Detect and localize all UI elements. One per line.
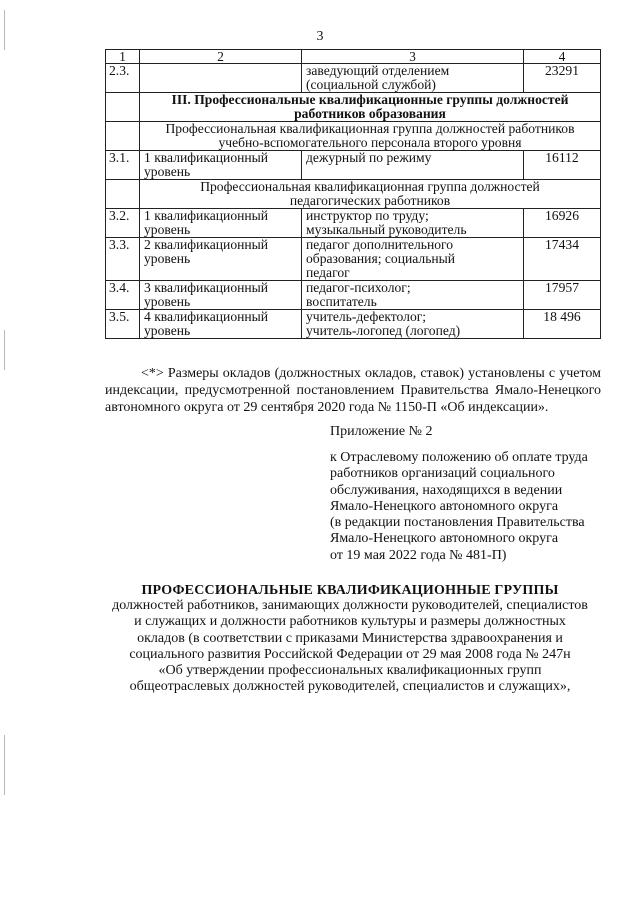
- qualification-level: 1 квалификационный уровень: [140, 209, 302, 238]
- appendix-title: Приложение № 2: [330, 424, 433, 439]
- qualification-level: 4 квалификационный уровень: [140, 310, 302, 339]
- row-number: 2.3.: [106, 64, 140, 93]
- section-title: III. Профессиональные квалификационные группы должностей работников образования: [140, 93, 601, 122]
- row-number: 3.1.: [106, 151, 140, 180]
- salary-value: 17957: [524, 281, 601, 310]
- position-names: заведующий отделением (социальной службой): [302, 64, 524, 93]
- salary-value: 18 496: [524, 310, 601, 339]
- qualification-level: 3 квалификационный уровень: [140, 281, 302, 310]
- table-row: [106, 151, 601, 180]
- salary-table: [105, 49, 601, 339]
- group-header-row: [106, 122, 601, 151]
- group-title: Профессиональная квалификационная группа должностей работников учебно-вспомогательного персонала второго уровня: [140, 122, 601, 151]
- position-names: инструктор по труду; музыкальный руководитель: [302, 209, 524, 238]
- position-names: педагог-психолог; воспитатель: [302, 281, 524, 310]
- qualification-level: [140, 64, 302, 93]
- page-number: 3: [316, 29, 324, 44]
- column-header: 1: [106, 50, 140, 64]
- appendix-reference: к Отраслевому положению об оплате труда работников организаций социального обслуживания, находящихся в ведении Ямало-Ненецкого автономного округа (в редакции постановления Правительства Ямало-Ненецкого автономного округа от 19 мая 2022 года № 481-П): [330, 450, 588, 563]
- salary-value: 16112: [524, 151, 601, 180]
- position-names: дежурный по режиму: [302, 151, 524, 180]
- position-names: учитель-дефектолог; учитель-логопед (логопед): [302, 310, 524, 339]
- scan-margin-mark: [4, 330, 5, 370]
- row-number: 3.3.: [106, 238, 140, 281]
- table-row: [106, 281, 601, 310]
- qualification-level: 1 квалификационный уровень: [140, 151, 302, 180]
- salary-value: 17434: [524, 238, 601, 281]
- group-title: Профессиональная квалификационная группа должностей педагогических работников: [140, 180, 601, 209]
- row-number: 3.2.: [106, 209, 140, 238]
- column-header: 3: [302, 50, 524, 64]
- table-row: [106, 310, 601, 339]
- table-header-row: [106, 50, 601, 64]
- table-row: [106, 64, 601, 93]
- section-header-row: [106, 93, 601, 122]
- salary-value: 16926: [524, 209, 601, 238]
- column-header: 2: [140, 50, 302, 64]
- qualification-level: 2 квалификационный уровень: [140, 238, 302, 281]
- row-number: 3.5.: [106, 310, 140, 339]
- scan-margin-mark: [4, 735, 5, 795]
- column-header: 4: [524, 50, 601, 64]
- footnote: <*> Размеры окладов (должностных окладов, ставок) установлены с учетом индексации, предусмотренной постановлением Правительства Ямало-Ненецкого автономного округа от 29 сентября 2020 года № 1150-П «Об индексации».: [105, 366, 601, 415]
- table-row: [106, 209, 601, 238]
- row-number: 3.4.: [106, 281, 140, 310]
- group-header-row: [106, 180, 601, 209]
- document-title: ПРОФЕССИОНАЛЬНЫЕ КВАЛИФИКАЦИОННЫЕ ГРУППЫ: [141, 583, 559, 598]
- table-row: [106, 238, 601, 281]
- salary-value: 23291: [524, 64, 601, 93]
- position-names: педагог дополнительного образования; социальный педагог: [302, 238, 524, 281]
- document-subtitle: должностей работников, занимающих должности руководителей, специалистов и служащих и должности работников культуры и размеры должностных окладов (в соответствии с приказами Министерства здравоохранения и социального развития Российской Федерации от 29 мая 2008 года № 247н «Об утверждении профессиональных квалификационных групп общеотраслевых должностей руководителей, специалистов и служащих»,: [112, 598, 588, 695]
